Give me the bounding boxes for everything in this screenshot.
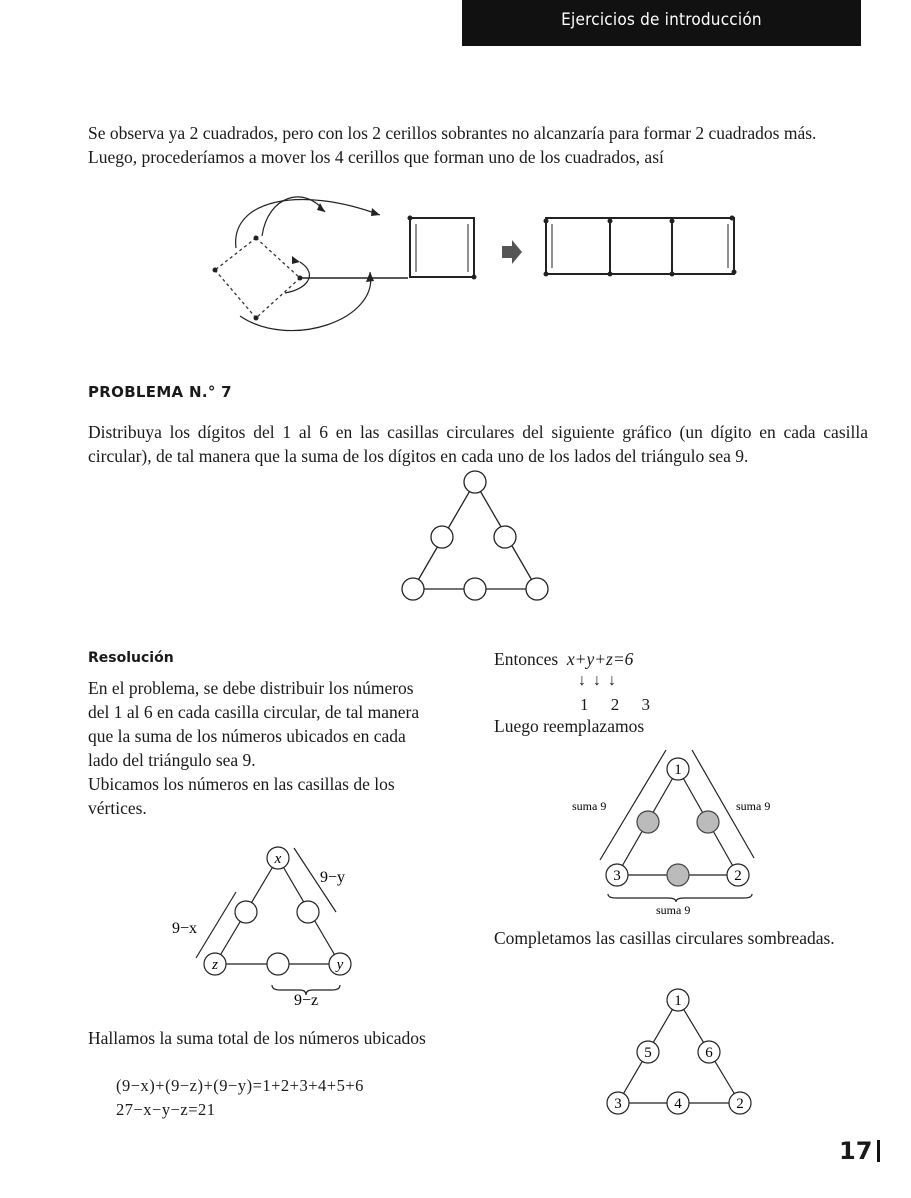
move-arrows <box>236 197 380 331</box>
circle-mid-left <box>431 526 453 548</box>
page-number <box>839 1137 880 1165</box>
solution-triangle <box>598 988 768 1118</box>
resolution-line: lado del triángulo sea 9. <box>88 750 256 770</box>
suma-left: suma 9 <box>572 799 607 813</box>
three-squares <box>546 218 734 274</box>
resolution-line: vértices. <box>88 798 147 818</box>
suma-triangle <box>568 742 808 922</box>
suma-right: suma 9 <box>736 799 771 813</box>
luego-text: Luego reemplazamos <box>494 716 645 736</box>
d2-left: 3 <box>613 868 621 884</box>
var-x: x <box>274 851 282 867</box>
sum-text: Hallamos la suma total de los números ubicados <box>88 1028 426 1048</box>
label-9-x: 9−x <box>172 920 198 937</box>
resolution-text <box>88 676 456 820</box>
entonces-equation: x+y+z=6 <box>566 649 634 669</box>
resolution-line: que la suma de los números ubicados en cada <box>88 726 406 746</box>
circle-bottom-right <box>526 578 548 600</box>
shaded-bottom <box>667 864 689 886</box>
equation-1: (9−x)+(9−z)+(9−y)=1+2+3+4+5+6 <box>116 1076 364 1095</box>
entonces-label: Entonces <box>494 649 559 669</box>
resolution-line: del 1 al 6 en cada casilla circular, de tal manera <box>88 702 420 722</box>
entonces-line <box>494 649 633 670</box>
d3-bottom-mid: 4 <box>674 1096 682 1112</box>
problem-text: Distribuya los dígitos del 1 al 6 en las casillas circulares del siguiente gráfico (un dígito en cada casilla circular), de tal manera que la suma de los dígitos en cada uno de los lados del triángulo sea 9. <box>88 422 868 466</box>
arrow-values: 1 2 3 <box>580 695 659 714</box>
d2-right: 2 <box>734 868 742 884</box>
dashed-diamond <box>215 238 300 318</box>
chapter-header <box>462 0 861 46</box>
problem-title: PROBLEMA N.° 7 <box>88 383 232 401</box>
problem-triangle <box>395 470 565 600</box>
circle-bottom-left <box>402 578 424 600</box>
d3-left: 3 <box>614 1096 622 1112</box>
shaded-right <box>697 811 719 833</box>
variables-triangle <box>168 840 388 1015</box>
transform-arrow <box>502 240 522 264</box>
d3-top: 1 <box>674 993 682 1009</box>
two-squares <box>410 218 474 277</box>
equation-2: 27−x−y−z=21 <box>116 1100 216 1119</box>
page-number-value: 17 <box>839 1137 873 1165</box>
arrow-heads <box>292 203 380 282</box>
circle-bottom-mid <box>464 578 486 600</box>
resolution-title: Resolución <box>88 650 174 666</box>
var-z: z <box>212 957 218 973</box>
d3-mid-right: 6 <box>705 1045 713 1061</box>
circle-top <box>464 471 486 493</box>
label-9-z: 9−z <box>294 992 319 1009</box>
d3-mid-left: 5 <box>644 1045 652 1061</box>
suma-bottom: suma 9 <box>656 903 691 917</box>
var-y: y <box>336 957 344 973</box>
completamos-text: Completamos las casillas circulares sombreadas. <box>494 928 835 948</box>
d3-right: 2 <box>736 1096 744 1112</box>
circle-mid-right <box>494 526 516 548</box>
resolution-line: Ubicamos los números en las casillas de los <box>88 774 395 794</box>
resolution-line: En el problema, se debe distribuir los números <box>88 678 414 698</box>
intro-paragraph: Se observa ya 2 cuadrados, pero con los 2 cerillos sobrantes no alcanzaría para formar 2 cuadrados más. Luego, procederíamos a mover los 4 cerillos que forman uno de los cuadrados, así <box>88 123 817 167</box>
d2-top: 1 <box>674 762 682 778</box>
shaded-left <box>637 811 659 833</box>
label-9-y: 9−y <box>320 869 346 886</box>
chapter-title: Ejercicios de introducción <box>561 10 762 30</box>
diamond-heads <box>213 236 303 321</box>
down-arrows: ↓↓↓ <box>578 672 623 689</box>
